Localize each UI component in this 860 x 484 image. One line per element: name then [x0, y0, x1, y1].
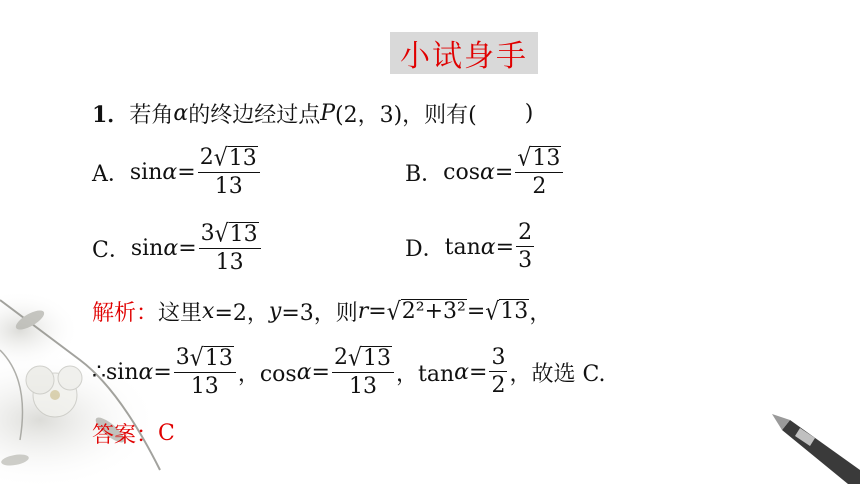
option-a-eq: = [177, 159, 196, 185]
sol-tan-fraction [489, 347, 507, 397]
solution-line-1 [92, 296, 551, 327]
y-value: =3，则 [281, 301, 358, 326]
option-c-label: C． [92, 237, 131, 263]
var-y: y [268, 299, 282, 324]
r-sqrt: √ 2²+3² [386, 298, 466, 326]
stem-prefix: 若角 [129, 103, 174, 128]
stem-end: ) [524, 101, 534, 126]
option-a-fraction: 2 √ 13 13 [198, 146, 260, 198]
option-b-radicand: 13 [532, 146, 561, 171]
sol-sin-alpha: α [138, 359, 154, 385]
stem-mid: 的终边经过点 [188, 103, 321, 128]
option-b-func: cos [443, 159, 481, 185]
sol-cos-alpha: α [296, 359, 312, 385]
pen-icon [772, 414, 860, 484]
option-a-func: sin [129, 159, 163, 185]
r-result: 13 [500, 299, 529, 325]
x-value: =2， [214, 301, 269, 326]
option-d-num: 2 [518, 220, 533, 245]
sol-tan-alpha: α [454, 359, 470, 385]
sol-cos-fraction: 2 √ 13 13 [332, 346, 394, 398]
option-c-eq: = [178, 235, 197, 261]
sol-tan-eq: = [469, 359, 488, 385]
option-c-den: 13 [215, 250, 244, 276]
option-b [405, 146, 565, 198]
option-c-func: sin [130, 235, 164, 261]
sol-tan-den: 2 [491, 373, 506, 399]
therefore-sin: ∴sin [92, 359, 139, 385]
sol-cos-den: 13 [349, 374, 377, 400]
alpha-symbol: α [173, 101, 189, 126]
sol-sin-fraction: 3 √ 13 13 [174, 346, 236, 398]
r-result-sqrt: √ 13 [485, 298, 529, 326]
sol-cos-coef: 2 [333, 345, 348, 371]
option-a-alpha: α [162, 159, 178, 185]
sol-sin-eq: = [153, 359, 172, 385]
sol-ending: ，故选 C. [509, 361, 606, 387]
solution-text1: 这里 [158, 301, 203, 326]
option-d-fraction [516, 222, 534, 272]
option-c-radicand: 13 [229, 222, 258, 247]
option-c-coef: 3 [200, 221, 215, 247]
var-x: x [202, 299, 215, 324]
option-b-label: B． [405, 161, 444, 187]
r-radicand: 2²+3² [401, 299, 466, 325]
option-b-alpha: α [480, 159, 495, 185]
sol-cos-radicand: 13 [363, 346, 392, 371]
option-a-den: 13 [214, 174, 243, 200]
sol-tan-num: 3 [491, 345, 506, 371]
sol-cos: ，cos [237, 361, 297, 387]
option-d-alpha: α [480, 234, 496, 260]
slide-title: 小试身手 [400, 39, 528, 74]
option-c-alpha: α [163, 235, 179, 261]
sol-sin-coef: 3 [175, 345, 190, 371]
question-number: 1． [92, 102, 130, 128]
answer-line [92, 418, 175, 449]
question-stem [92, 98, 533, 129]
point-p: P [320, 101, 336, 126]
answer-label: 答案： [92, 423, 159, 448]
option-d-func: tan [444, 234, 481, 260]
option-a-label: A． [92, 161, 130, 187]
r-eq: = [368, 299, 387, 324]
solution-label: 解析： [92, 301, 159, 326]
sol-sin-den: 13 [190, 374, 219, 400]
option-a-coef: 2 [199, 145, 214, 171]
option-d [405, 222, 536, 272]
option-c [92, 222, 263, 274]
point-coords: (2，3)，则有( [335, 103, 477, 128]
option-d-label: D． [405, 236, 445, 262]
solution-line-2 [92, 346, 606, 398]
answer-value: C [158, 421, 175, 446]
option-b-eq: = [494, 159, 514, 185]
option-b-den: 2 [532, 174, 547, 200]
slide-title-box [390, 32, 538, 74]
option-d-den: 3 [518, 248, 533, 273]
option-a-radicand: 13 [228, 146, 257, 171]
option-b-fraction: √ 13 2 [515, 146, 563, 198]
sol-cos-eq: = [311, 359, 330, 385]
var-r: r [357, 299, 369, 324]
solution-comma: ， [529, 301, 552, 326]
r-eq2: = [466, 299, 486, 324]
option-a [92, 146, 262, 198]
option-c-fraction: 3 √ 13 13 [199, 222, 261, 274]
sol-tan: ，tan [396, 361, 455, 387]
sol-sin-radicand: 13 [204, 346, 233, 371]
option-d-eq: = [495, 234, 515, 260]
